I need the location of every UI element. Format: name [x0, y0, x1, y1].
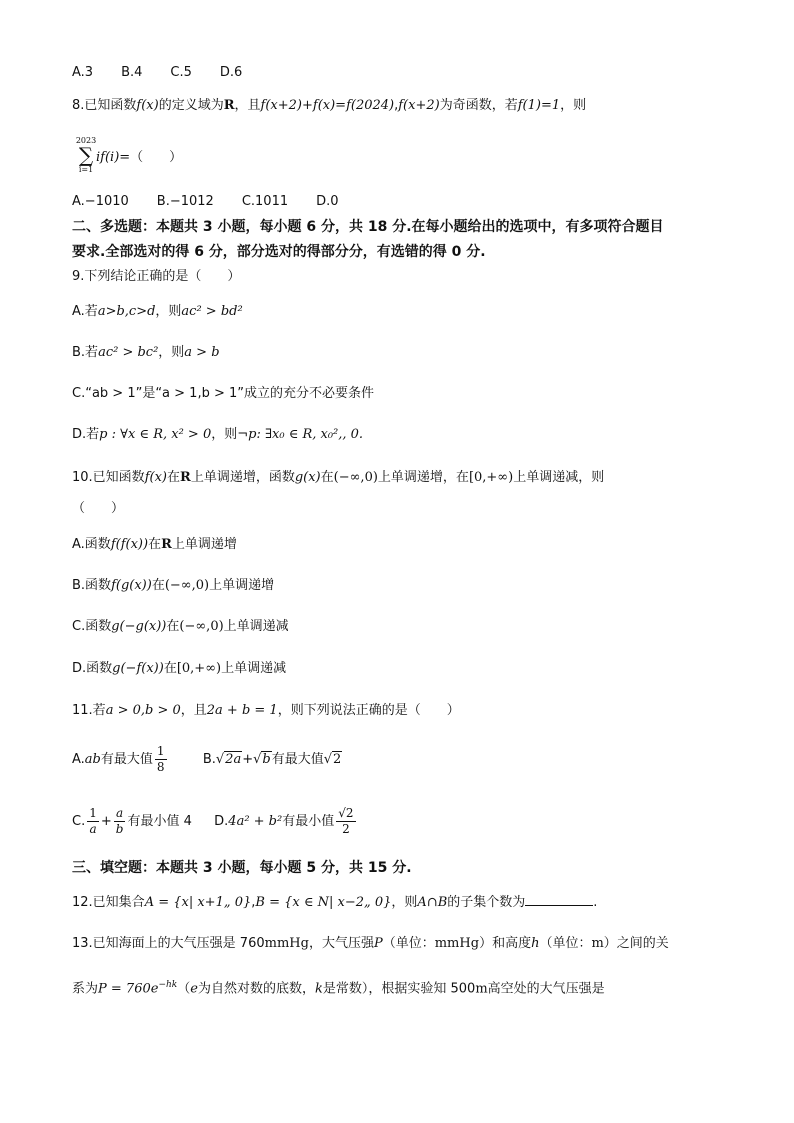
- q11-options-ab: [72, 742, 342, 778]
- q7-option-a: A.3: [72, 65, 94, 80]
- q8-option-d: D.0: [316, 194, 339, 209]
- sigma-symbol: ∑: [78, 143, 94, 167]
- q9-option-c: C.“ab > 1”是“a > 1,b > 1”成立的充分不必要条件: [72, 386, 375, 401]
- sum-lower-limit: i=1: [78, 165, 94, 174]
- sum-upper-limit: 2023: [75, 136, 97, 145]
- section2-heading-line1: 二、多选题：本题共 3 小题，每小题 6 分，共 18 分.在每小题给出的选项中，有多项符合题目: [72, 219, 664, 235]
- q11-option-c: C. $\frac{1}{a}$ + $\frac{a}{b}$ 有最小值 4: [72, 806, 192, 836]
- q13-line1: 13.已知海面上的大气压强是 760mmHg，大气压强P（单位：mmHg）和高度h（单位：m）之间的关: [72, 936, 669, 951]
- q13-line2: 系为$P = 760e^{-hk}(e$为自然对数的底数，k是常数），根据实验知 500m高空处的大气压强是: [72, 980, 605, 997]
- q9-stem: 9.下列结论正确的是（ ）: [72, 269, 241, 284]
- q10-option-c: C.函数g(−g(x))在(−∞,0)上单调递减: [72, 619, 289, 634]
- q10-option-a: A.函数f(f(x))在R上单调递增: [72, 537, 237, 552]
- q7-option-d: D.6: [219, 65, 243, 80]
- q10-option-d: D.函数g(−f(x))在[0,+∞)上单调递减: [72, 661, 287, 676]
- sqrt-2: √2: [323, 752, 342, 767]
- q11-options-cd: [72, 804, 358, 840]
- fraction-one-eighth: $\frac{1}{8}$: [156, 744, 165, 774]
- q10-paren: （ ）: [72, 501, 125, 516]
- q11-option-a: A.ab有最大值 $\frac{1}{8}$: [72, 744, 165, 774]
- sqrt-b: √b: [253, 752, 271, 767]
- q9-option-d: D.若p : ∀x ∈ R, x² > 0，则¬p: ∃x₀ ∈ R, x₀²,, 0.: [72, 427, 364, 442]
- q10-stem: 10.已知函数f(x)在R上单调递增，函数g(x)在(−∞,0)上单调递增，在[0,+∞)上单调递减，则: [72, 470, 605, 485]
- q11-option-d: D.4a² + b²有最小值 $\frac{√2}{2}$: [214, 806, 354, 836]
- q8-options: [72, 193, 367, 211]
- q8-option-c: C.1011: [241, 194, 289, 209]
- fraction-a-over-b: $\frac{a}{b}$: [115, 806, 124, 836]
- q7-option-b: B.4: [121, 65, 143, 80]
- fraction-1-over-a: $\frac{1}{a}$: [89, 806, 97, 836]
- q8-sum-expression: if(i)=（ ）: [96, 150, 183, 165]
- q8-option-a: A.−1010: [72, 194, 129, 209]
- section2-heading-line2: 要求.全部选对的得 6 分，部分选对的得部分分，有选错的得 0 分.: [72, 244, 486, 260]
- q10-option-b: B.函数f(g(x))在(−∞,0)上单调递增: [72, 578, 275, 593]
- q7-option-c: C.5: [170, 65, 192, 80]
- q11-stem: 11.若a > 0,b > 0，且2a + b = 1，则下列说法正确的是（ ）: [72, 703, 460, 718]
- q9-option-b: B.若ac² > bc²，则a > b: [72, 345, 220, 360]
- q8-summation: [74, 136, 98, 174]
- q11-option-b: B.√2a+√b有最大值√2: [202, 752, 342, 767]
- fraction-sqrt2-over-2: $\frac{√2}{2}$: [338, 806, 354, 836]
- q7-options: [72, 64, 270, 82]
- section3-heading: 三、填空题：本题共 3 小题，每小题 5 分，共 15 分.: [72, 860, 412, 876]
- q8-option-b: B.−1012: [156, 194, 214, 209]
- q12-stem: 12.已知集合A = {x| x+1„ 0},B = {x ∈ N| x−2„ 0}，则A∩B的子集个数为 .: [72, 895, 598, 910]
- sqrt-2a: √2a: [215, 752, 242, 767]
- q9-option-a: A.若a>b,c>d，则ac² > bd²: [72, 304, 243, 319]
- q12-answer-blank[interactable]: [525, 893, 593, 906]
- q8-stem: 8.已知函数f(x)的定义域为R，且f(x+2)+f(x)=f(2024),f(x+2)为奇函数，若f(1)=1，则: [72, 98, 587, 113]
